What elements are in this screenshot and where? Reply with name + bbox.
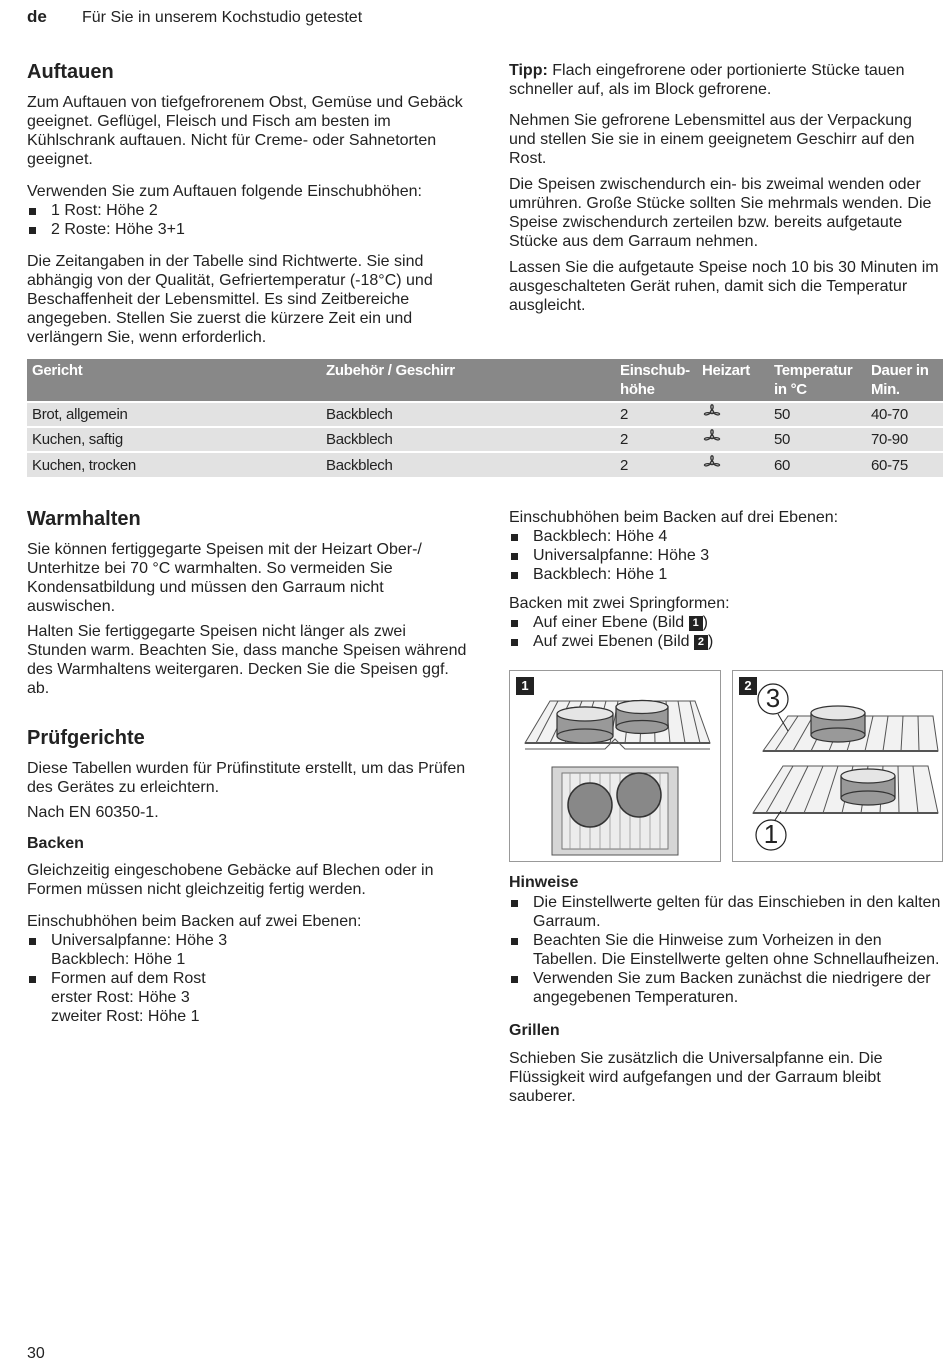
cell-zubehoer: Backblech [321,427,615,452]
grillen-paragraph: Schieben Sie zusätzlich die Universalpfanne ein. Die Flüssigkeit wird aufgefangen und der Garraum bleibt sauberer. [509,1050,883,1105]
pruef-paragraph-4: Einschubhöhen beim Backen auf zwei Ebenen: [27,913,362,930]
section-auftauen [27,60,467,357]
figure-ref-badge: 2 [694,635,708,650]
list-item: Verwenden Sie zum Backen zunächst die niedrigere der angegebenen Temperaturen. [509,969,941,1007]
table-row [27,402,943,427]
figure-ref-badge: 1 [689,616,703,631]
tipp-paragraph [509,61,941,99]
list-item [509,632,941,651]
list-item-line: Backblech: Höhe 1 [51,951,186,968]
list-item [27,931,467,969]
heading-grillen: Grillen [509,1022,560,1039]
auftauen-list [27,201,467,239]
list-item: Universalpfanne: Höhe 3 [509,546,941,565]
pruef-paragraph-2: Nach EN 60350-1. [27,804,159,821]
backen-list [27,931,467,1026]
heading-pruefgerichte: Prüfgerichte [27,727,145,749]
page-number: 30 [27,1345,45,1362]
cell-einschub: 2 [615,452,697,477]
list-item [509,613,941,632]
list-item-text: Auf zwei Ebenen (Bild [533,633,694,650]
col-header-zubehoer: Zubehör / Geschirr [321,359,615,402]
heading-hinweise: Hinweise [509,874,579,891]
cell-dauer: 70-90 [866,427,943,452]
section-pruefgerichte [27,726,467,1026]
figure-2-label: 2 [739,677,757,695]
list-item-line: zweiter Rost: Höhe 1 [51,1008,200,1025]
section-warmhalten [27,507,467,708]
table-row [27,452,943,477]
list-item-line: Universalpfanne: Höhe 3 [51,932,228,949]
heading-auftauen: Auftauen [27,61,114,83]
auftauen-paragraph-2: Verwenden Sie zum Auftauen folgende Einschubhöhen: [27,183,422,200]
level-3-marker: 3 [765,683,781,713]
drei-ebenen-intro: Einschubhöhen beim Backen auf drei Ebenen: [509,509,839,526]
table-row [27,427,943,452]
col-header-gericht: Gericht [27,359,321,402]
heading-warmhalten: Warmhalten [27,508,141,530]
list-item-line: Formen auf dem Rost [51,970,206,987]
tipp-label: Tipp: [509,62,548,79]
cell-dauer: 40-70 [866,402,943,427]
cell-gericht: Kuchen, saftig [27,427,321,452]
list-item: Backblech: Höhe 1 [509,565,941,584]
list-item: 2 Roste: Höhe 3+1 [27,220,467,239]
figure-2-two-levels [732,670,943,862]
cell-einschub: 2 [615,427,697,452]
cell-temperatur: 60 [769,452,866,477]
header-title: Für Sie in unserem Kochstudio getestet [82,9,363,26]
cell-dauer: 60-75 [866,452,943,477]
cell-zubehoer: Backblech [321,452,615,477]
table-header-row [27,359,943,402]
fan-icon [697,452,769,477]
auftauen-paragraph-1: Zum Auftauen von tiefgefrorenem Obst, Gemüse und Gebäck geeignet. Geflügel, Fleisch und Fisch am besten im Kühlschrank auftauen. Nicht für Creme- oder Sahnetorten geeignet. [27,94,463,168]
cell-gericht: Kuchen, trocken [27,452,321,477]
pruef-paragraph-1: Diese Tabellen wurden für Prüfinstitute erstellt, um das Prüfen des Gerätes zu erleichtern. [27,760,466,796]
language-code: de [27,7,47,26]
list-item: Beachten Sie die Hinweise zum Vorheizen in den Tabellen. Die Einstellwerte gelten ohne Schnellaufheizen. [509,931,941,969]
oven-rack-two-pans-illustration [510,671,720,861]
tips-paragraph-2: Die Speisen zwischendurch ein- bis zweimal wenden oder umrühren. Große Stücke sollten Sie mehrmals wenden. Die Speise zwischendurch zerteilen bzw. bereits aufgetaute Stücke aus dem Garraum nehmen. [509,176,932,250]
hinweise-list [509,893,941,1007]
tipp-text: Flach eingefrorene oder portionierte Stücke tauen schneller auf, als im Block gefrorene. [509,62,905,98]
list-item: Backblech: Höhe 4 [509,527,941,546]
cell-einschub: 2 [615,402,697,427]
fan-icon [697,427,769,452]
pruef-paragraph-3: Gleichzeitig eingeschobene Gebäcke auf Blechen oder in Formen müssen nicht gleichzeitig fertig werden. [27,862,434,898]
list-item: Die Einstellwerte gelten für das Einschieben in den kalten Garraum. [509,893,941,931]
auftauen-table [27,359,943,477]
warmhalten-paragraph-2: Halten Sie fertiggegarte Speisen nicht länger als zwei Stunden warm. Beachten Sie, dass manche Speisen während des Warmhaltens weitergaren. Decken Sie die Speisen ggf. ab. [27,623,467,697]
fan-icon [697,402,769,427]
list-item [27,969,467,1026]
auftauen-paragraph-3: Die Zeitangaben in der Tabelle sind Richtwerte. Sie sind abhängig von der Qualität, Gefriertemperatur (-18°C) und Beschaffenheit der Lebensmittel. Es sind Zeitbereiche angegeben. Stellen Sie zuerst die kürzere Zeit ein und verlängern Sie, wenn erforderlich. [27,253,433,346]
section-drei-ebenen [509,508,941,651]
cell-temperatur: 50 [769,402,866,427]
section-auftauen-tips [509,61,941,325]
col-header-dauer: Dauer in Min. [866,359,943,402]
col-header-temperatur: Temperatur in °C [769,359,866,402]
tips-paragraph-1: Nehmen Sie gefrorene Lebensmittel aus der Verpackung und stellen Sie sie in einem geeignetem Geschirr auf den Rost. [509,112,915,167]
figure-1-one-level [509,670,721,862]
cell-zubehoer: Backblech [321,402,615,427]
cell-gericht: Brot, allgemein [27,402,321,427]
warmhalten-paragraph-1: Sie können fertiggegarte Speisen mit der Heizart Ober-/ Unterhitze bei 70 °C warmhalten. So vermeiden Sie Kondensatbildung und müssen den Garraum nicht auswischen. [27,541,422,615]
figure-1-label: 1 [516,677,534,695]
heading-backen: Backen [27,835,84,852]
list-item-line: erster Rost: Höhe 3 [51,989,190,1006]
list-item-close: ) [707,633,714,650]
section-hinweise [509,873,941,1116]
col-header-einschubhoehe: Einschub- höhe [615,359,697,402]
level-1-marker: 1 [763,819,779,849]
list-item-text: Auf einer Ebene (Bild [533,614,689,631]
list-item-close: ) [702,614,708,631]
springformen-intro: Backen mit zwei Springformen: [509,595,730,612]
col-header-heizart: Heizart [697,359,769,402]
tips-paragraph-3: Lassen Sie die aufgetaute Speise noch 10 bis 30 Minuten im ausgeschalteten Gerät ruhen, damit sich die Temperatur ausgleicht. [509,259,939,314]
springformen-list [509,613,941,651]
cell-temperatur: 50 [769,427,866,452]
list-item: 1 Rost: Höhe 2 [27,201,467,220]
drei-ebenen-list [509,527,941,584]
